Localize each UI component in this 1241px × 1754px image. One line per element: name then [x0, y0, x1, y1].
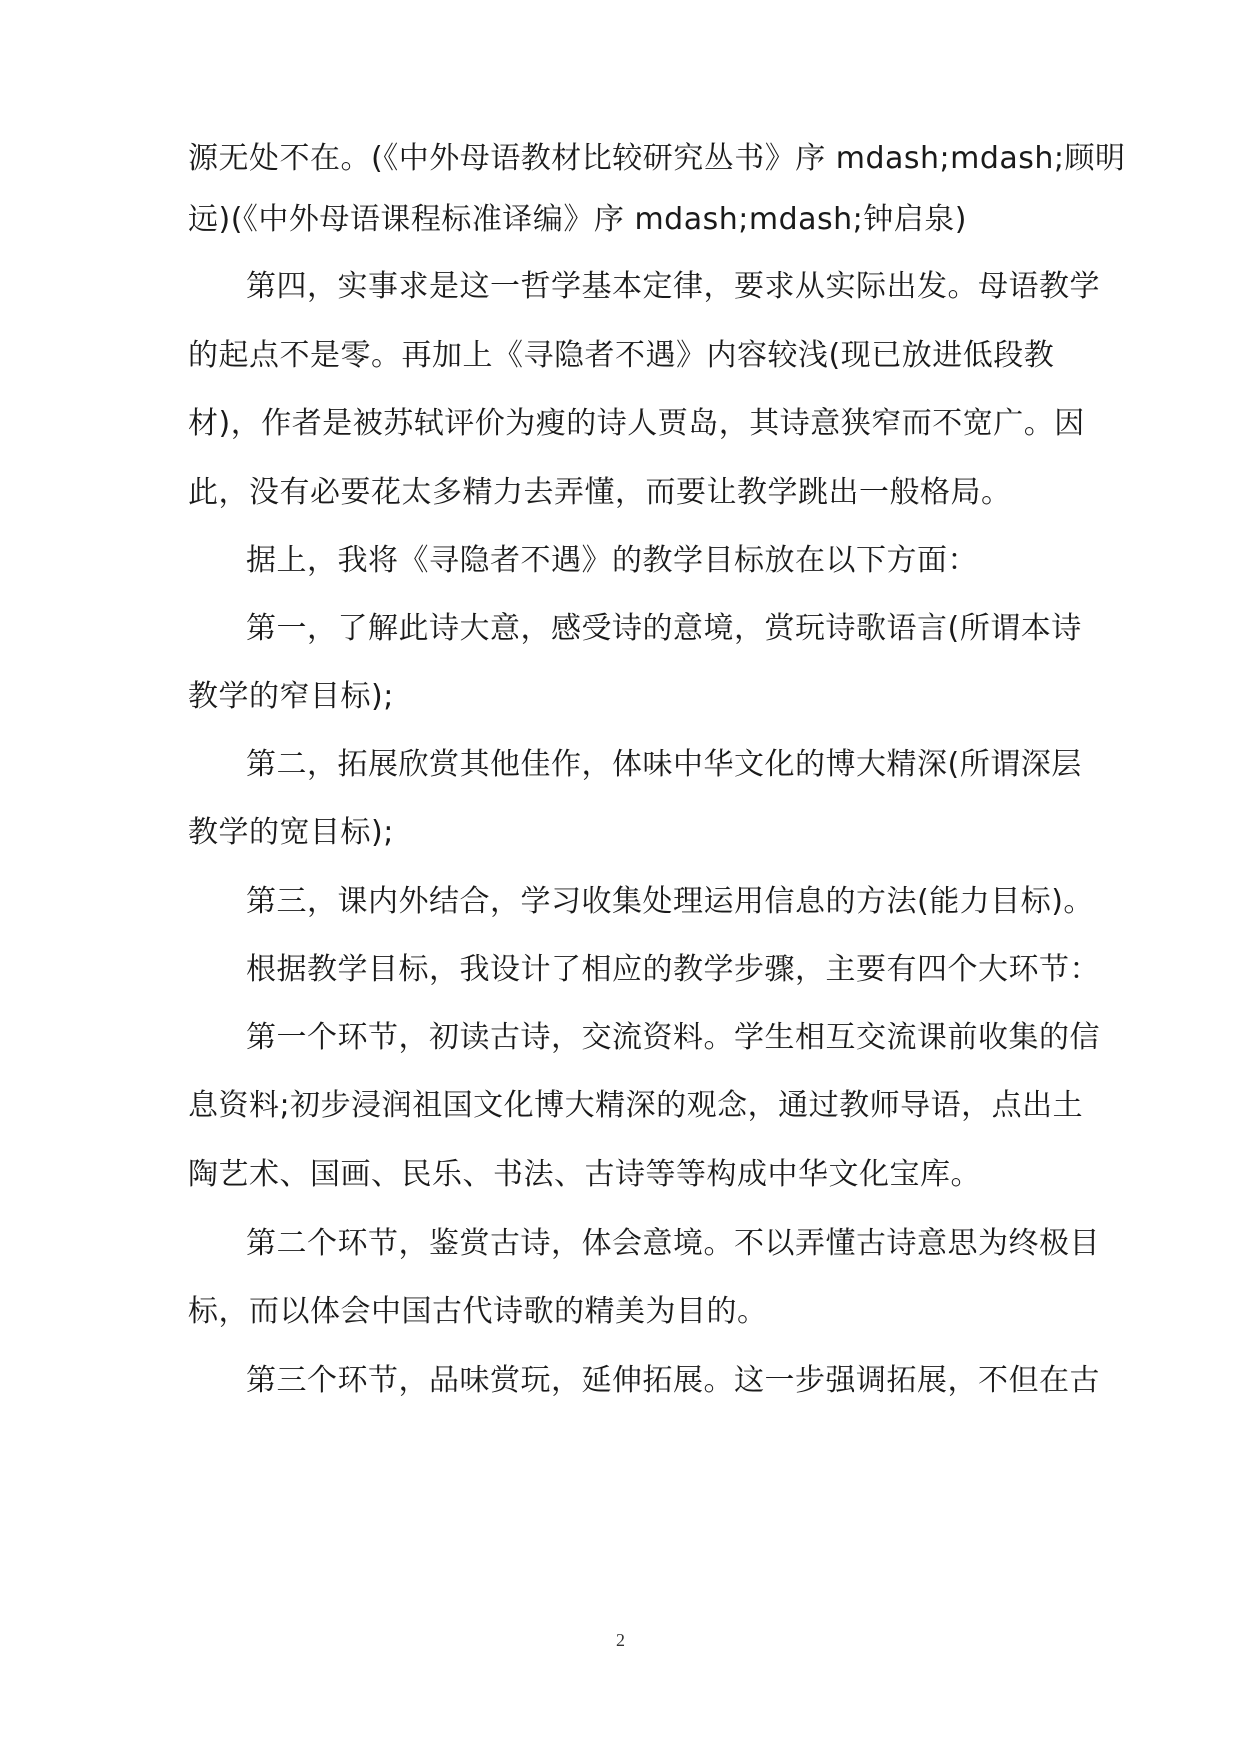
text-line: 息资料;初步浸润祖国文化博大精深的观念，通过教师导语，点出土	[188, 1088, 1084, 1123]
paragraph-start-line: 第一，了解此诗大意，感受诗的意境，赏玩诗歌语言(所谓本诗	[246, 611, 1082, 646]
text-line: 陶艺术、国画、民乐、书法、古诗等等构成中华文化宝库。	[188, 1157, 981, 1192]
text-line: 源无处不在。(《中外母语教材比较研究丛书》序 mdash;mdash;顾明	[188, 141, 1126, 176]
paragraph-start-line: 第四，实事求是这一哲学基本定律，要求从实际出发。母语教学	[246, 269, 1100, 304]
text-line: 远)(《中外母语课程标准译编》序 mdash;mdash;钟启泉)	[188, 202, 967, 237]
text-line: 标，而以体会中国古代诗歌的精美为目的。	[188, 1294, 768, 1329]
paragraph-start-line: 根据教学目标，我设计了相应的教学步骤，主要有四个大环节：	[246, 952, 1100, 987]
text-line: 教学的宽目标);	[188, 815, 394, 850]
paragraph-start-line: 据上，我将《寻隐者不遇》的教学目标放在以下方面：	[246, 543, 978, 578]
text-line: 教学的窄目标);	[188, 679, 394, 714]
page-number: 2	[616, 1630, 625, 1650]
text-line: 的起点不是零。再加上《寻隐者不遇》内容较浅(现已放进低段教	[188, 338, 1055, 373]
paragraph-start-line: 第二，拓展欣赏其他佳作，体味中华文化的博大精深(所谓深层	[246, 747, 1082, 782]
paragraph-start-line: 第三个环节，品味赏玩，延伸拓展。这一步强调拓展，不但在古	[246, 1363, 1100, 1398]
paragraph-start-line: 第一个环节，初读古诗，交流资料。学生相互交流课前收集的信	[246, 1020, 1100, 1055]
paragraph-start-line: 第二个环节，鉴赏古诗，体会意境。不以弄懂古诗意思为终极目	[246, 1226, 1100, 1261]
paragraph-start-line: 第三，课内外结合，学习收集处理运用信息的方法(能力目标)。	[246, 884, 1094, 919]
text-line: 材)，作者是被苏轼评价为瘦的诗人贾岛，其诗意狭窄而不宽广。因	[188, 406, 1085, 441]
text-line: 此，没有必要花太多精力去弄懂，而要让教学跳出一般格局。	[188, 475, 1012, 510]
